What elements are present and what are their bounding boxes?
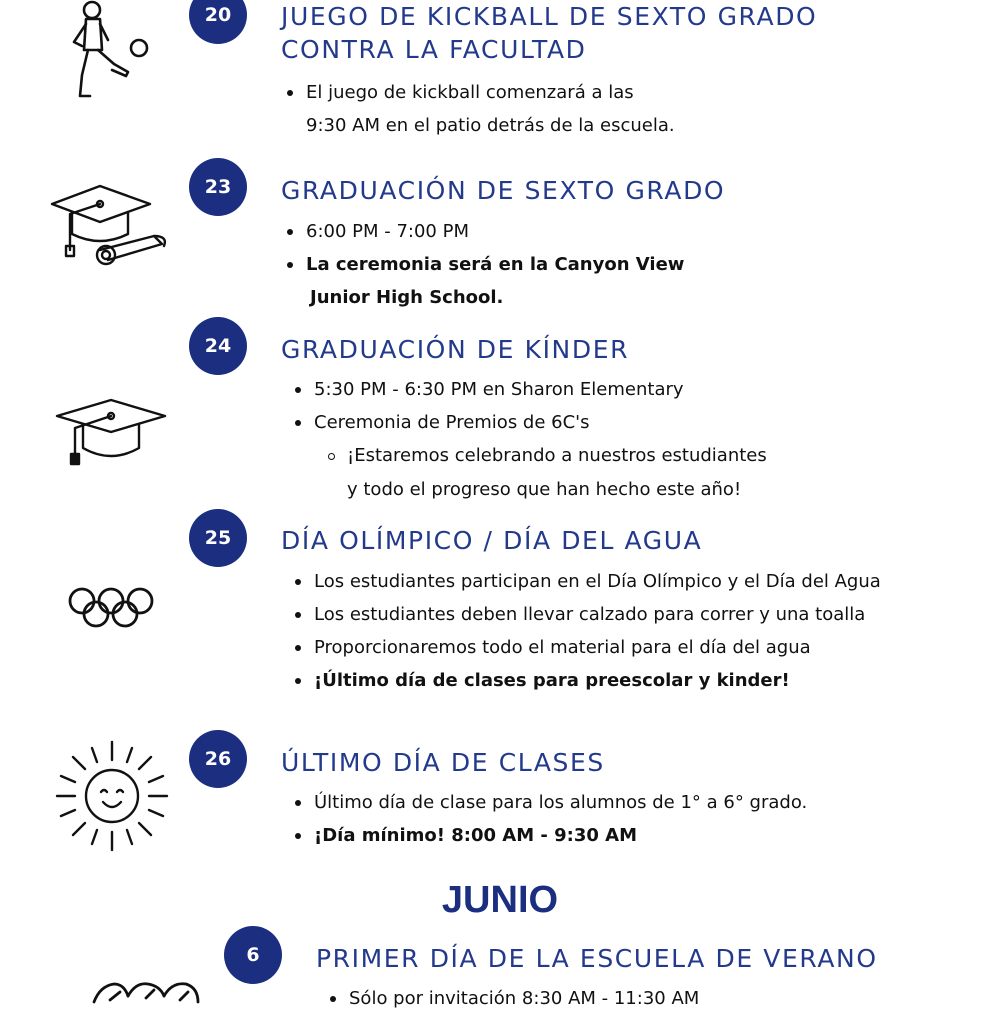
graduation-cap-diploma-icon [50,184,170,268]
hands-icon [90,978,202,1008]
event-item: Último día de clase para los alumnos de 1° a 6° grado. [314,792,808,813]
event-item-bold: La ceremonia será en la Canyon View [306,254,685,275]
date-badge-23: 23 [189,158,247,216]
event-title-escuela-verano: PRIMER DÍA DE LA ESCUELA DE VERANO [316,944,878,973]
event-item: Los estudiantes participan en el Día Olímpico y el Día del Agua [314,571,881,592]
event-item: Proporcionaremos todo el material para el día del agua [314,637,811,658]
date-badge-26: 26 [189,730,247,788]
event-item: El juego de kickball comenzará a las [306,82,634,103]
kickball-player-icon [62,0,157,100]
event-item-continuation: 9:30 AM en el patio detrás de la escuela. [306,115,675,136]
event-subitem-continuation: y todo el progreso que han hecho este año! [347,479,742,500]
event-item-bold: ¡Día mínimo! 8:00 AM - 9:30 AM [314,825,638,846]
event-item: Los estudiantes deben llevar calzado para correr y una toalla [314,604,866,625]
event-item-continuation: Junior High School. [310,287,504,308]
event-title-dia-olimpico: DÍA OLÍMPICO / DÍA DEL AGUA [281,526,703,555]
event-title-graduacion-sexto: GRADUACIÓN DE SEXTO GRADO [281,176,726,205]
event-title-graduacion-kinder: GRADUACIÓN DE KÍNDER [281,335,630,364]
date-badge-25: 25 [189,509,247,567]
event-title-kickball: JUEGO DE KICKBALL DE SEXTO GRADO [281,2,818,31]
event-subitem: ¡Estaremos celebrando a nuestros estudiantes [347,445,767,466]
olympic-rings-icon [68,586,154,630]
event-item: Ceremonia de Premios de 6C's [314,412,590,433]
graduation-cap-icon [55,398,167,466]
date-badge-june-6: 6 [224,926,282,984]
event-item: 5:30 PM - 6:30 PM en Sharon Elementary [314,379,684,400]
event-title-kickball-line2: CONTRA LA FACULTAD [281,35,587,64]
event-item: 6:00 PM - 7:00 PM [306,221,469,242]
event-item: Sólo por invitación 8:30 AM - 11:30 AM [349,988,700,1009]
event-item-bold: ¡Último día de clases para preescolar y kinder! [314,670,790,691]
date-badge-20: 20 [189,0,247,44]
sun-icon [55,740,169,852]
date-badge-24: 24 [189,317,247,375]
event-title-ultimo-dia: ÚLTIMO DÍA DE CLASES [281,748,605,777]
month-heading: JUNIO [441,879,559,921]
